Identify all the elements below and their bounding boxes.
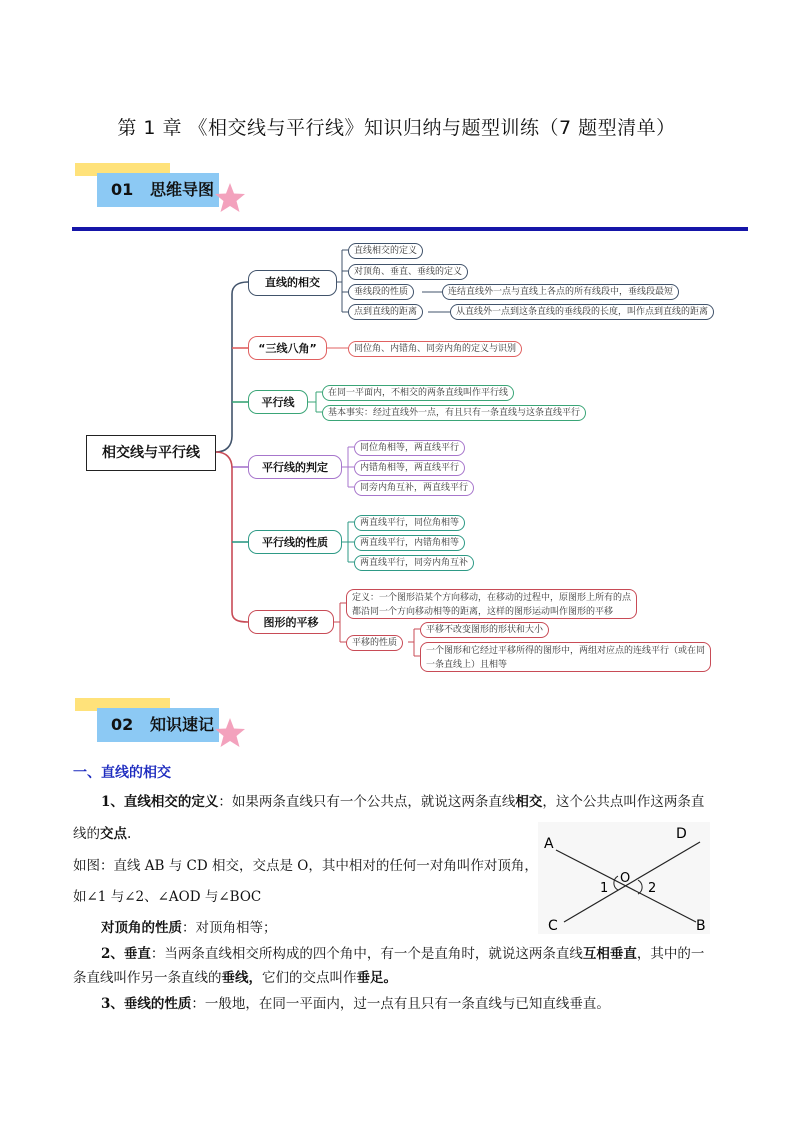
branch-parallel-properties: 平行线的性质 — [248, 530, 342, 554]
section-header-knowledge — [75, 698, 255, 758]
leaf-node: 平移的性质 — [346, 635, 403, 651]
pink-star-icon — [213, 181, 247, 215]
figure-drawing — [538, 822, 710, 934]
branch-line-intersect: 直线的相交 — [248, 270, 337, 296]
leaf-node: 同旁内角互补，两直线平行 — [354, 480, 474, 496]
paragraph-figure-desc: 如图：直线 AB 与 CD 相交，交点是 O，其中相对的任何一对角叫作对顶角， — [73, 858, 538, 874]
mindmap-root: 相交线与平行线 — [86, 435, 216, 471]
paragraph-vertical-angles: 对顶角的性质：对顶角相等； — [101, 920, 277, 936]
label-o: O — [620, 871, 631, 886]
label-c: C — [548, 918, 558, 934]
leaf-node-translation-definition: 定义：一个图形沿某个方向移动，在移动的过程中，原图形上所有的点 都沿同一个方向移动相等的距离，这样的图形运动叫作图形的平移 — [346, 589, 637, 619]
paragraph-definition: 1、直线相交的定义：如果两条直线只有一个公共点，就说这两条直线相交，这个公共点叫作这两条直 — [101, 794, 705, 810]
paragraph-perpendicular-property: 3、垂线的性质：一般地，在同一平面内，过一点有且只有一条直线与已知直线垂直。 — [101, 996, 610, 1012]
leaf-node: 同位角、内错角、同旁内角的定义与识别 — [348, 341, 522, 357]
branch-parallel-criteria: 平行线的判定 — [248, 455, 342, 479]
section-header-mindmap — [75, 163, 255, 223]
paragraph-definition-cont: 线的交点. — [73, 826, 132, 842]
paragraph-angle-example: 如∠1 与∠2、∠AOD 与∠BOC — [73, 889, 262, 905]
leaf-node: 连结直线外一点与直线上各点的所有线段中，垂线段最短 — [442, 284, 679, 300]
label-a: A — [544, 836, 554, 852]
leaf-node: 垂线段的性质 — [348, 284, 414, 300]
leaf-node: 在同一平面内，不相交的两条直线叫作平行线 — [322, 385, 514, 401]
document-title: 第 1 章 《相交线与平行线》知识归纳与题型训练（7 题型清单） — [117, 117, 676, 139]
leaf-node: 从直线外一点到这条直线的垂线段的长度，叫作点到直线的距离 — [450, 304, 714, 320]
label-b: B — [696, 918, 706, 934]
leaf-node: 平移不改变图形的形状和大小 — [420, 622, 549, 638]
leaf-node: 基本事实：经过直线外一点，有且只有一条直线与这条直线平行 — [322, 405, 586, 421]
leaf-node: 同位角相等，两直线平行 — [354, 440, 465, 456]
mind-map — [72, 236, 748, 682]
leaf-node-translation-property: 一个图形和它经过平移所得的图形中，两组对应点的连线平行（或在同 一条直线上）且相等 — [420, 642, 711, 672]
section-label: 02 知识速记 — [111, 715, 214, 734]
label-angle-2: 2 — [648, 881, 657, 896]
intersecting-lines-figure — [538, 822, 710, 934]
paragraph-perpendicular-cont: 条直线叫作另一条直线的垂线，它们的交点叫作垂足。 — [73, 970, 397, 986]
branch-parallel-lines: 平行线 — [248, 390, 308, 414]
branch-three-lines-eight-angles: “三线八角” — [248, 336, 327, 360]
leaf-node: 两直线平行，同位角相等 — [354, 515, 465, 531]
leaf-node: 两直线平行，内错角相等 — [354, 535, 465, 551]
section-label: 01 思维导图 — [111, 180, 214, 199]
leaf-node: 直线相交的定义 — [348, 243, 423, 259]
pink-star-icon — [213, 716, 247, 750]
section-divider — [72, 227, 748, 231]
leaf-node: 对顶角、垂直、垂线的定义 — [348, 264, 468, 280]
leaf-node: 两直线平行，同旁内角互补 — [354, 555, 474, 571]
label-angle-1: 1 — [600, 881, 609, 896]
leaf-node: 点到直线的距离 — [348, 304, 423, 320]
leaf-node: 内错角相等，两直线平行 — [354, 460, 465, 476]
label-d: D — [676, 826, 687, 842]
paragraph-perpendicular: 2、垂直：当两条直线相交所构成的四个角中，有一个是直角时，就说这两条直线互相垂直，其中的一 — [101, 946, 705, 962]
branch-translation: 图形的平移 — [248, 610, 334, 634]
heading-line-intersection: 一、直线的相交 — [73, 765, 171, 781]
